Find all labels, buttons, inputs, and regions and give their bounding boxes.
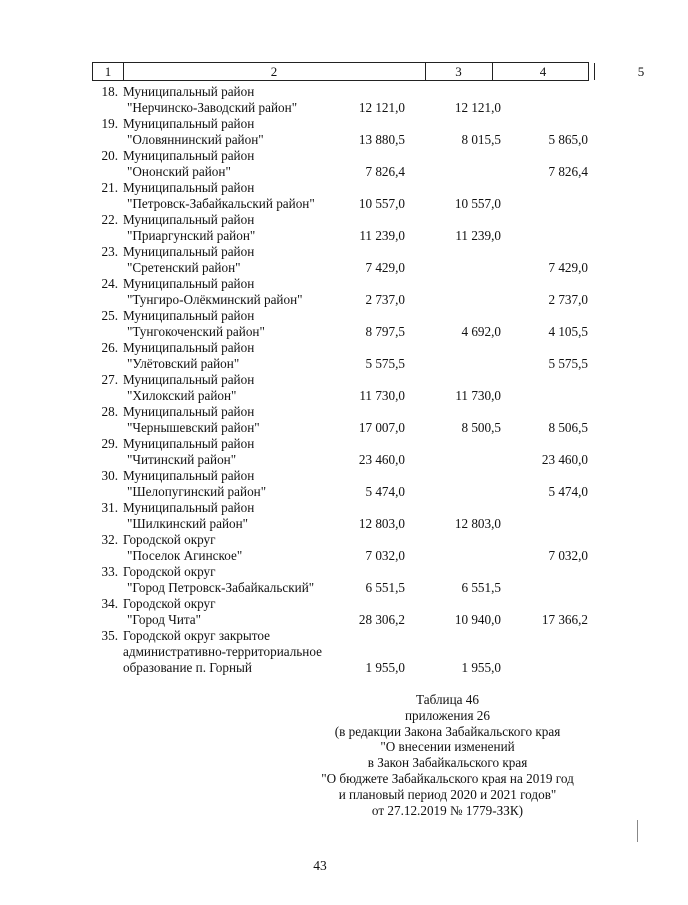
- row-name: [123, 468, 353, 500]
- row-value-col4: 12 121,0: [454, 100, 501, 115]
- row-value-col3: 13 880,5: [358, 132, 405, 147]
- row-name-line1: Муниципальный район: [123, 500, 255, 515]
- table-row: [0, 180, 640, 212]
- row-number: 29.: [101, 436, 118, 451]
- table-row: [0, 244, 640, 276]
- row-value-col4: 6 551,5: [461, 580, 501, 595]
- row-value-col3: 5 474,0: [365, 484, 405, 499]
- row-number: 20.: [101, 148, 118, 163]
- row-value-col3: 7 032,0: [365, 548, 405, 563]
- row-name: [123, 244, 353, 276]
- row-value-col3: 8 797,5: [365, 324, 405, 339]
- row-name-line1: Муниципальный район: [123, 180, 255, 195]
- table-row: [0, 148, 640, 180]
- header-col-4: 4: [492, 63, 595, 80]
- row-name: [123, 532, 353, 564]
- row-name-line1: Муниципальный район: [123, 116, 255, 131]
- row-value-col3: 2 737,0: [365, 292, 405, 307]
- caption-line: и плановый период 2020 и 2021 годов": [338, 786, 557, 802]
- row-number: 18.: [101, 84, 118, 99]
- table-row: [0, 436, 640, 468]
- row-value-col5: 7 429,0: [548, 260, 588, 275]
- row-value-col5: 5 865,0: [548, 132, 588, 147]
- table-row: [0, 404, 640, 436]
- caption-line: приложения 26: [404, 707, 490, 723]
- row-name-line1: Муниципальный район: [123, 436, 255, 451]
- table-row: [0, 564, 640, 596]
- table-row-last: [0, 628, 640, 676]
- row-name-line2: "Шелопугинский район": [127, 484, 267, 499]
- row-name-line2: "Шилкинский район": [127, 516, 249, 531]
- row-name-line2: "Нерчинско-Заводский район": [127, 100, 298, 115]
- row-value-col3: 1 955,0: [365, 660, 405, 675]
- row-number: 24.: [101, 276, 118, 291]
- row-name-line1: Городской округ: [123, 532, 216, 547]
- row-number: 26.: [101, 340, 118, 355]
- row-name-line2: "Тунгиро-Олёкминский район": [127, 292, 303, 307]
- scan-edge-mark: [637, 820, 638, 842]
- row-value-col5: 2 737,0: [548, 292, 588, 307]
- caption-line: "О внесении изменений: [380, 739, 515, 755]
- row-name: [123, 148, 353, 180]
- row-value-col3: 28 306,2: [358, 612, 405, 627]
- row-value-col3: 7 429,0: [365, 260, 405, 275]
- row-name: [123, 340, 353, 372]
- row-name: [123, 308, 353, 340]
- row-name-line2: "Хилокский район": [127, 388, 237, 403]
- row-value-col3: 5 575,5: [365, 356, 405, 371]
- row-value-col3: 11 239,0: [359, 228, 405, 243]
- row-name-line2: "Приаргунский район": [127, 228, 256, 243]
- row-name-line2: "Чернышевский район": [127, 420, 260, 435]
- row-value-col3: 6 551,5: [365, 580, 405, 595]
- row-name-line2: "Поселок Агинское": [127, 548, 243, 563]
- table-row: [0, 212, 640, 244]
- table-body: [0, 84, 640, 676]
- row-name: [123, 596, 353, 628]
- header-col-2: 2: [123, 63, 426, 80]
- row-value-col5: 4 105,5: [548, 324, 588, 339]
- row-value-col3: 10 557,0: [358, 196, 405, 211]
- table-row: [0, 468, 640, 500]
- row-name-line1: Городской округ: [123, 564, 216, 579]
- table-row: [0, 500, 640, 532]
- row-number: 35.: [101, 628, 118, 643]
- row-name-line1: Муниципальный район: [123, 276, 255, 291]
- table-row: [0, 596, 640, 628]
- row-name-line2: "Сретенский район": [127, 260, 241, 275]
- row-value-col5: 5 474,0: [548, 484, 588, 499]
- row-name: [123, 436, 353, 468]
- row-value-col4: 1 955,0: [461, 660, 501, 675]
- header-col-3: 3: [425, 63, 493, 80]
- row-name: [123, 276, 353, 308]
- caption-line: "О бюджете Забайкальского края на 2019 год: [321, 770, 574, 786]
- row-name: [123, 180, 353, 212]
- row-name: [123, 628, 353, 676]
- row-number: 25.: [101, 308, 118, 323]
- row-name-line1: Городской округ закрытое: [123, 628, 270, 643]
- row-value-col5: 17 366,2: [541, 612, 588, 627]
- row-value-col3: 17 007,0: [358, 420, 405, 435]
- table-row: [0, 308, 640, 340]
- row-value-col4: 11 239,0: [455, 228, 501, 243]
- row-number: 19.: [101, 116, 118, 131]
- row-number: 30.: [101, 468, 118, 483]
- caption-line: от 27.12.2019 № 1779-ЗЗК): [371, 802, 524, 818]
- row-name-line1: Муниципальный район: [123, 244, 255, 259]
- row-value-col4: 11 730,0: [455, 388, 501, 403]
- row-name-line1: Муниципальный район: [123, 340, 255, 355]
- row-value-col4: 10 940,0: [454, 612, 501, 627]
- row-name: [123, 84, 353, 116]
- row-name-line1: Муниципальный район: [123, 148, 255, 163]
- row-number: 32.: [101, 532, 118, 547]
- row-value-col5: 8 506,5: [548, 420, 588, 435]
- table-row: [0, 340, 640, 372]
- table-header-row: [92, 62, 645, 81]
- row-name-line2: "Петровск-Забайкальский район": [127, 196, 315, 211]
- row-value-col3: 23 460,0: [358, 452, 405, 467]
- row-name-line2: "Читинский район": [127, 452, 237, 467]
- row-number: 27.: [101, 372, 118, 387]
- row-name-line1: Муниципальный район: [123, 308, 255, 323]
- row-number: 33.: [101, 564, 118, 579]
- page-number: 43: [313, 858, 327, 873]
- table-row: [0, 84, 640, 116]
- row-name: [123, 212, 353, 244]
- row-number: 21.: [101, 180, 118, 195]
- table-row: [0, 372, 640, 404]
- row-name-line2: "Улётовский район": [127, 356, 240, 371]
- table-caption: [300, 692, 595, 818]
- header-col-1: 1: [93, 63, 124, 80]
- row-value-col5: 5 575,5: [548, 356, 588, 371]
- row-name-line2: "Тунгокоченский район": [127, 324, 265, 339]
- row-name-line1: Муниципальный район: [123, 212, 255, 227]
- row-value-col4: 8 015,5: [461, 132, 501, 147]
- row-name: [123, 404, 353, 436]
- row-value-col4: 10 557,0: [454, 196, 501, 211]
- row-name-line2: "Город Петровск-Забайкальский": [127, 580, 315, 595]
- caption-line: Таблица 46: [416, 692, 479, 707]
- row-name: [123, 564, 353, 596]
- row-name-line2: "Город Чита": [127, 612, 202, 627]
- row-value-col3: 12 121,0: [358, 100, 405, 115]
- caption-line: в Закон Забайкальского края: [367, 755, 528, 771]
- row-name: [123, 500, 353, 532]
- row-name-line1: Муниципальный район: [123, 84, 255, 99]
- row-name-line1: Муниципальный район: [123, 372, 255, 387]
- row-name-line2: административно-территориальное: [123, 644, 322, 659]
- row-value-col4: 12 803,0: [454, 516, 501, 531]
- row-name: [123, 116, 353, 148]
- table-row: [0, 532, 640, 564]
- row-number: 31.: [101, 500, 118, 515]
- row-name: [123, 372, 353, 404]
- row-name-line1: Муниципальный район: [123, 468, 255, 483]
- row-number: 23.: [101, 244, 118, 259]
- row-value-col5: 7 032,0: [548, 548, 588, 563]
- table-row: [0, 116, 640, 148]
- caption-line: (в редакции Закона Забайкальского края: [334, 723, 561, 739]
- row-name-line1: Городской округ: [123, 596, 216, 611]
- table-row: [0, 276, 640, 308]
- row-name-line3: образование п. Горный: [123, 660, 252, 675]
- header-col-5: 5: [637, 64, 645, 79]
- row-number: 28.: [101, 404, 118, 419]
- row-value-col5: 7 826,4: [548, 164, 588, 179]
- row-value-col5: 23 460,0: [541, 452, 588, 467]
- row-name-line2: "Оловяннинский район": [127, 132, 264, 147]
- row-number: 22.: [101, 212, 118, 227]
- row-value-col3: 7 826,4: [365, 164, 405, 179]
- row-value-col3: 11 730,0: [359, 388, 405, 403]
- row-value-col3: 12 803,0: [358, 516, 405, 531]
- row-value-col4: 4 692,0: [461, 324, 501, 339]
- row-value-col4: 8 500,5: [461, 420, 501, 435]
- row-name-line2: "Ононский район": [127, 164, 231, 179]
- row-name-line1: Муниципальный район: [123, 404, 255, 419]
- row-number: 34.: [101, 596, 118, 611]
